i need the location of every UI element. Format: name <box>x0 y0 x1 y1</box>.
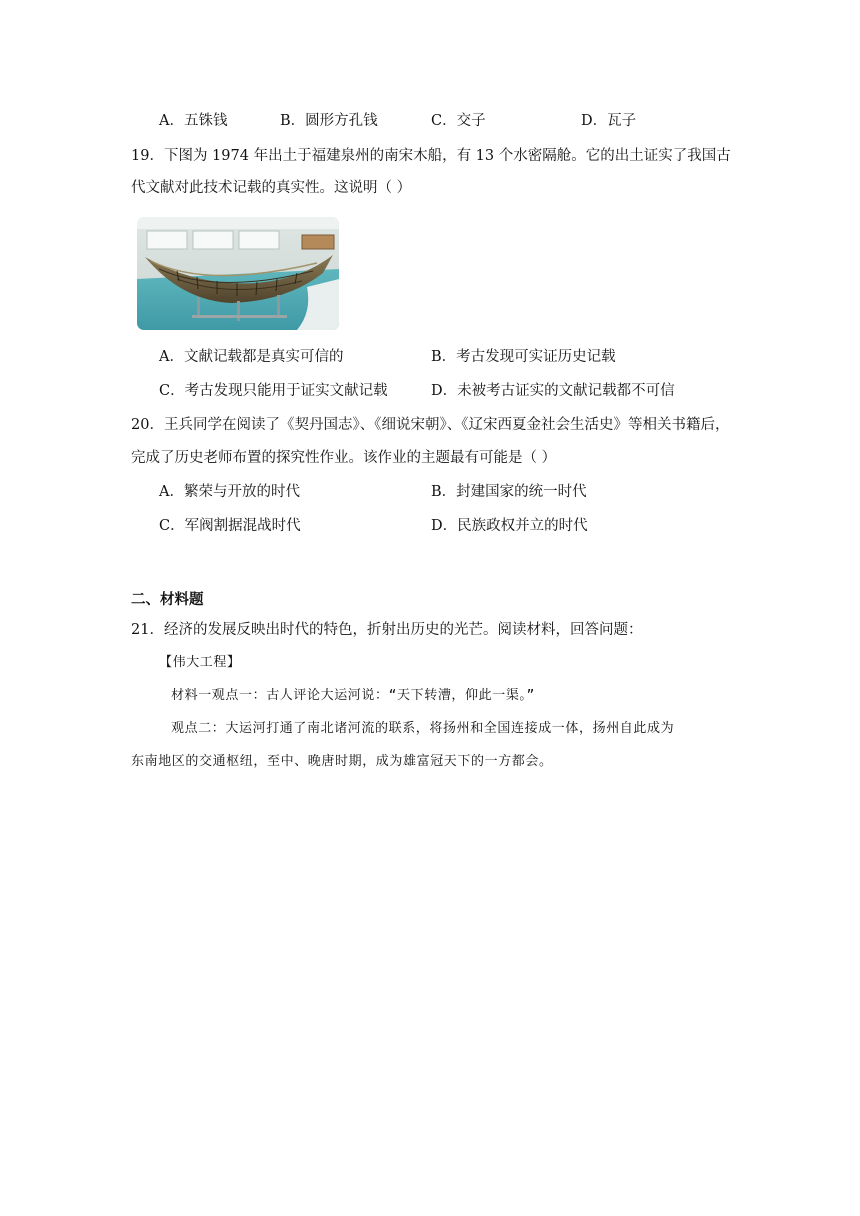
q19-option-a: A．文献记载都是真实可信的 <box>159 349 344 365</box>
q20-stem-line2: 完成了历史老师布置的探究性作业。该作业的主题最有可能是（ ） <box>131 450 557 466</box>
q19-option-d: D．未被考古证实的文献记载都不可信 <box>431 383 675 399</box>
q21-material2-line1: 观点二：大运河打通了南北诸河流的联系，将扬州和全国连接成一体，扬州自此成为 <box>171 721 675 736</box>
q19-stem-line2: 代文献对此技术记载的真实性。这说明（ ） <box>131 180 412 196</box>
song-dynasty-ship-photo <box>137 217 339 330</box>
q20-option-d: D．民族政权并立的时代 <box>431 518 588 534</box>
q20-option-b: B．封建国家的统一时代 <box>431 484 587 500</box>
q20-stem-line1: 20．王兵同学在阅读了《契丹国志》、《细说宋朝》、《辽宋西夏金社会生活史》等相关书籍后， <box>131 417 730 433</box>
q19-stem-line1: 19．下图为 1974 年出土于福建泉州的南宋木船，有 13 个水密隔舱。它的出土证实了我国古 <box>131 148 731 164</box>
q18-option-a: A．五铢钱 <box>159 113 228 129</box>
q19-option-b: B．考古发现可实证历史记载 <box>431 349 616 365</box>
q20-option-c: C．军阀割据混战时代 <box>159 518 301 534</box>
q19-option-c: C．考古发现只能用于证实文献记载 <box>159 383 388 399</box>
q18-option-c: C．交子 <box>431 113 486 129</box>
q21-material2-line2: 东南地区的交通枢纽，至中、晚唐时期，成为雄富冠天下的一方都会。 <box>131 754 553 769</box>
q21-material1: 材料一观点一：古人评论大运河说：“天下转漕，仰此一渠。” <box>171 688 535 703</box>
q18-option-b: B．圆形方孔钱 <box>280 113 378 129</box>
q21-stem: 21．经济的发展反映出时代的特色，折射出历史的光芒。阅读材料，回答问题： <box>131 622 643 638</box>
q20-option-a: A．繁荣与开放的时代 <box>159 484 300 500</box>
q18-option-d: D．瓦子 <box>581 113 637 129</box>
q21-heading: 【伟大工程】 <box>159 655 241 670</box>
section-title: 二、材料题 <box>131 591 204 608</box>
